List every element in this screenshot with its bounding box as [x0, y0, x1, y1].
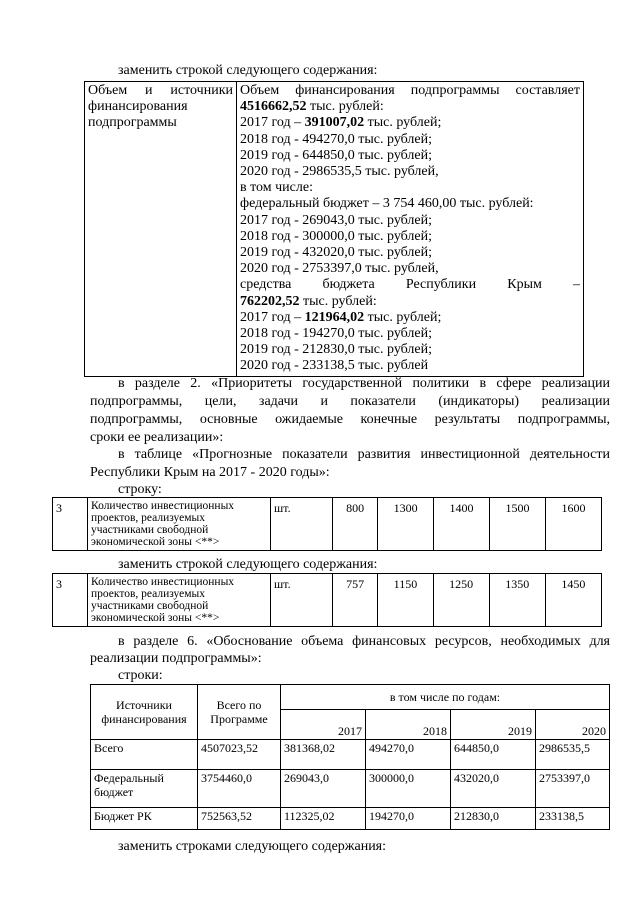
r2020-line: 2020 год - 233138,5 тыс. рублей — [240, 358, 429, 374]
indicator-old-value-2: 1300 — [378, 498, 434, 551]
h-year-2017: 2017 — [281, 710, 366, 740]
intro-replace-text: заменить строкой следующего содержания: — [118, 63, 378, 78]
row-label: строку: — [118, 482, 162, 497]
rows-label: строки: — [118, 668, 163, 683]
funding-line-1: Объем финансирования подпрограммы составляет — [240, 83, 580, 98]
indicator-new-name: Количество инвестиционных проектов, реализуемых участниками свободной экономической зоны <**> — [88, 574, 271, 627]
replace-row-text: заменить строкой следующего содержания: — [118, 557, 378, 572]
funding-table — [84, 81, 584, 377]
funding-label-cell — [85, 82, 237, 377]
table-para-line-1: в таблице «Прогнозные показатели развития инвестиционной деятельности — [118, 447, 610, 462]
rk-line: средства бюджета Республики Крым – — [240, 277, 580, 293]
section2-line-3: подпрограммы, основные ожидаемые конечные результаты подпрограммы, — [90, 412, 610, 427]
row-federal-2018: 300000,0 — [366, 770, 451, 808]
indicator-new-no: 3 — [53, 574, 88, 627]
h-total: Всего по Программе — [198, 685, 281, 740]
row-rk-2017: 112325,02 — [281, 808, 366, 830]
row-federal-2020: 2753397,0 — [536, 770, 610, 808]
y2020-line: 2020 год - 2986535,5 тыс. рублей, — [240, 164, 439, 180]
row-rk-2018: 194270,0 — [366, 808, 451, 830]
indicator-new-value-5: 1450 — [545, 574, 601, 627]
funding-total-unit: тыс. рублей: — [310, 99, 384, 115]
row-federal-total: 3754460,0 — [198, 770, 281, 808]
f2018-line: 2018 год - 300000,0 тыс. рублей; — [240, 228, 433, 244]
y2017-unit: тыс. рублей; — [364, 115, 442, 131]
row-total-total: 4507023,52 — [198, 740, 281, 770]
h-year-2019: 2019 — [451, 710, 536, 740]
row-rk-total: 752563,52 — [198, 808, 281, 830]
r2018-line: 2018 год - 194270,0 тыс. рублей; — [240, 326, 433, 342]
indicator-new-value-2: 1150 — [378, 574, 433, 627]
y2019-line: 2019 год - 644850,0 тыс. рублей; — [240, 147, 433, 163]
rk-total: 762202,52 — [240, 293, 300, 309]
funding-label-line-2: финансирования — [88, 99, 188, 115]
section2-line-4: сроки ее реализации»: — [90, 430, 224, 445]
indicator-old-value-4: 1500 — [490, 498, 546, 551]
incl-line: в том числе: — [240, 180, 313, 196]
h-year-2020: 2020 — [536, 710, 610, 740]
section2-line-2: подпрограммы, цели, задачи и показатели (индикаторы) реализации — [90, 394, 610, 409]
r2019-line: 2019 год - 212830,0 тыс. рублей; — [240, 342, 433, 358]
f2017-line: 2017 год - 269043,0 тыс. рублей; — [240, 212, 433, 228]
funding-content-cell — [237, 82, 584, 377]
indicator-old-value-5: 1600 — [545, 498, 601, 551]
r2017-prefix: 2017 год – — [240, 309, 305, 325]
indicator-new-value-3: 1250 — [433, 574, 489, 627]
indicator-old-unit: шт. — [271, 498, 333, 551]
indicator-new-table — [52, 573, 602, 627]
row-total-2018: 494270,0 — [366, 740, 451, 770]
row-federal-name: Федеральный бюджет — [91, 770, 198, 808]
row-total-2020: 2986535,5 — [536, 740, 610, 770]
section2-line-1: в разделе 2. «Приоритеты государственной политики в сфере реализации — [118, 376, 610, 391]
finance-table — [90, 684, 610, 830]
federal-line: федеральный бюджет – 3 754 460,00 тыс. рублей: — [240, 196, 534, 212]
row-federal-2017: 269043,0 — [281, 770, 366, 808]
row-rk-name: Бюджет РК — [91, 808, 198, 830]
y2018-line: 2018 год - 494270,0 тыс. рублей; — [240, 131, 433, 147]
indicator-new-unit: шт. — [271, 574, 333, 627]
h-year-2018: 2018 — [366, 710, 451, 740]
indicator-new-value-4: 1350 — [489, 574, 545, 627]
funding-label-line-3: подпрограммы — [88, 115, 177, 131]
row-total-2019: 644850,0 — [451, 740, 536, 770]
y2017-prefix: 2017 год – — [240, 115, 305, 131]
replace-rows-text: заменить строками следующего содержания: — [118, 839, 387, 854]
indicator-new-value-1: 757 — [333, 574, 378, 627]
r2017-value: 121964,02 — [304, 309, 365, 325]
row-rk-2020: 233138,5 — [536, 808, 610, 830]
y2017-value: 391007,02 — [304, 115, 365, 131]
section6-line-1: в разделе 6. «Обоснование объема финансовых ресурсов, необходимых для — [118, 634, 610, 649]
indicator-old-value-1: 800 — [333, 498, 378, 551]
section6-line-2: реализации подпрограммы»: — [90, 651, 262, 666]
indicator-old-name: Количество инвестиционных проектов, реализуемых участниками свободной экономической зоны <**> — [88, 498, 271, 551]
row-total-name: Всего — [91, 740, 198, 770]
funding-total: 4516662,52 — [240, 99, 307, 115]
r2017-unit: тыс. рублей; — [364, 309, 442, 325]
h-source: Источники финансирования — [91, 685, 198, 740]
row-federal-2019: 432020,0 — [451, 770, 536, 808]
indicator-old-no: 3 — [53, 498, 88, 551]
f2020-line: 2020 год - 2753397,0 тыс. рублей, — [240, 261, 439, 277]
h-years: в том числе по годам: — [281, 685, 610, 710]
row-rk-2019: 212830,0 — [451, 808, 536, 830]
row-total-2017: 381368,02 — [281, 740, 366, 770]
indicator-old-value-3: 1400 — [434, 498, 490, 551]
f2019-line: 2019 год - 432020,0 тыс. рублей; — [240, 245, 433, 261]
indicator-old-table — [52, 497, 602, 551]
rk-unit: тыс. рублей: — [299, 293, 377, 309]
table-para-line-2: Республики Крым на 2017 - 2020 годы»: — [90, 465, 330, 480]
funding-label-line-1: Объем и источники — [88, 83, 233, 98]
